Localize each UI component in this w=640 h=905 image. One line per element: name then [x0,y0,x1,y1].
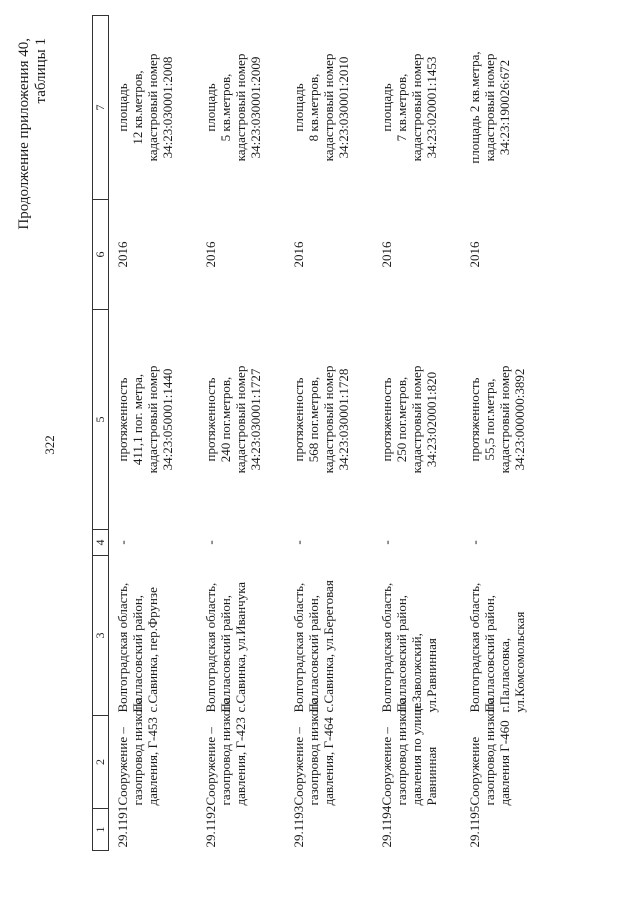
col4-value: - [115,540,130,545]
land-line: площадь [203,83,218,132]
object-name-cell [373,698,461,809]
year-cell: 2016 [379,241,394,268]
object-name-line: Сооружение – [379,727,394,806]
column-header: 6 [93,200,109,310]
row-number: 29.1195 [467,805,482,848]
land-line: 7 кв.метров, [394,73,409,142]
land-cell [285,16,373,200]
address-line: Палласовский район, [306,594,321,713]
address-line: Волгоградская область, [379,582,394,713]
address-cell [461,556,555,716]
address-line: Палласовский район, [482,594,497,713]
address-line: Волгоградская область, [115,582,130,713]
year-cell: 2016 [203,241,218,268]
land-line: 34:23:190026:672 [497,59,512,156]
row-number: 29.1194 [379,805,394,848]
land-line: кадастровый номер [409,53,424,162]
characteristics-line: 411,1 пог. метра, [130,373,145,466]
address-line: г.Палласовка, [497,637,512,713]
table-row [285,16,373,851]
col4-value: - [379,540,394,545]
object-name-line: давления по улице [409,702,424,806]
col4-value: - [291,540,306,545]
characteristics-cell [197,310,285,530]
object-name-line: газопровод низкого [482,698,497,806]
column-header: 7 [93,16,109,200]
year-cell: 2016 [467,241,482,268]
land-line: 34:23:030001:2010 [336,56,351,159]
row-number: 29.1192 [203,805,218,848]
address-line: Палласовский район, [218,594,233,713]
characteristics-cell [461,310,555,530]
land-line: площадь [379,83,394,132]
land-cell [461,16,555,200]
object-name-line: давления, Г-464 [321,717,336,806]
land-line: 34:23:020001:1453 [424,56,439,159]
characteristics-line: 55,5 пог.метра, [482,378,497,461]
table-row [197,16,285,851]
object-name-cell [109,698,198,809]
characteristics-line: 34:23:030001:1728 [336,368,351,471]
address-cell [373,556,461,716]
address-line: п.Заволжский, [409,633,424,713]
row-number: 29.1193 [291,805,306,848]
address-line: Палласовский район, [394,594,409,713]
characteristics-cell [285,310,373,530]
continuation-line-2: таблицы 1 [33,38,49,104]
object-name-line: Сооружение – [115,727,130,806]
table-row [373,16,461,851]
land-cell [197,16,285,200]
object-name-cell [461,698,555,809]
address-line: с.Савинка, ул.Иванчука [233,581,248,713]
object-name-line: газопровод низкого [218,698,233,806]
land-line: площадь [291,83,306,132]
characteristics-line: протяженность [291,377,306,462]
address-line: Палласовский район, [130,594,145,713]
continuation-heading [16,38,50,230]
land-line: кадастровый номер [145,53,160,162]
address-line: ул.Равнинная [424,638,439,713]
column-header: 3 [93,556,109,716]
object-name-line: газопровод низкого [130,698,145,806]
land-line: кадастровый номер [482,53,497,162]
address-line: Волгоградская область, [203,582,218,713]
col4-value: - [467,540,482,545]
characteristics-line: кадастровый номер [233,365,248,474]
column-header: 1 [93,809,109,851]
address-cell [285,556,373,716]
characteristics-line: 34:23:050001:1440 [160,368,175,471]
characteristics-line: кадастровый номер [497,365,512,474]
property-table [92,15,555,851]
object-name-line: Сооружение [467,736,482,806]
land-line: 34:23:030001:2008 [160,56,175,159]
characteristics-line: протяженность [203,377,218,462]
table-row [109,16,198,851]
address-line: с.Савинка, ул.Береговая [321,580,336,713]
object-name-line: Сооружение – [291,727,306,806]
land-line: площадь 2 кв.метра, [467,51,482,164]
year-cell: 2016 [291,241,306,268]
object-name-line: давления, Г-453 [145,717,160,806]
land-line: 8 кв.метров, [306,73,321,142]
object-name-line: давления Г-460 [497,720,512,806]
land-line: 34:23:030001:2009 [248,56,263,159]
col4-value: - [203,540,218,545]
row-number: 29.1191 [115,805,130,848]
land-cell [373,16,461,200]
land-cell [109,16,198,200]
characteristics-line: кадастровый номер [145,365,160,474]
land-line: 12 кв.метров, [130,70,145,145]
characteristics-cell [373,310,461,530]
characteristics-cell [109,310,198,530]
characteristics-line: кадастровый номер [409,365,424,474]
address-line: Волгоградская область, [467,582,482,713]
object-name-line: Сооружение – [203,727,218,806]
characteristics-line: 240 пог.метров, [218,376,233,463]
object-name-cell [285,698,373,809]
address-line: с.Савинка, пер.Фрунзе [145,587,160,713]
characteristics-line: 34:23:000000:3892 [512,368,527,471]
object-name-line: газопровод низкого [394,698,409,806]
address-cell [109,556,198,716]
characteristics-line: 250 пог.метров, [394,376,409,463]
column-number-row [93,16,109,851]
column-header: 2 [93,716,109,809]
characteristics-line: 568 пог.метров, [306,376,321,463]
column-header: 5 [93,310,109,530]
year-cell: 2016 [115,241,130,268]
object-name-line: Равнинная [424,746,439,806]
column-header: 4 [93,530,109,556]
land-line: 5 кв.метров, [218,73,233,142]
address-line: Волгоградская область, [291,582,306,713]
object-name-line: газопровод низкого [306,698,321,806]
land-line: кадастровый номер [321,53,336,162]
page-number: 322 [42,435,57,455]
characteristics-line: кадастровый номер [321,365,336,474]
object-name-cell [197,698,285,809]
table-row [461,16,555,851]
continuation-line-1: Продолжение приложения 40, [16,38,32,230]
land-line: кадастровый номер [233,53,248,162]
address-line: ул.Комсомольская [512,611,527,713]
characteristics-line: 34:23:030001:1727 [248,368,263,471]
characteristics-line: протяженность [379,377,394,462]
characteristics-line: 34:23:020001:820 [424,371,439,468]
land-line: площадь [115,83,130,132]
object-name-line: давления, Г-423 [233,717,248,806]
address-cell [197,556,285,716]
characteristics-line: протяженность [467,377,482,462]
characteristics-line: протяженность [115,377,130,462]
